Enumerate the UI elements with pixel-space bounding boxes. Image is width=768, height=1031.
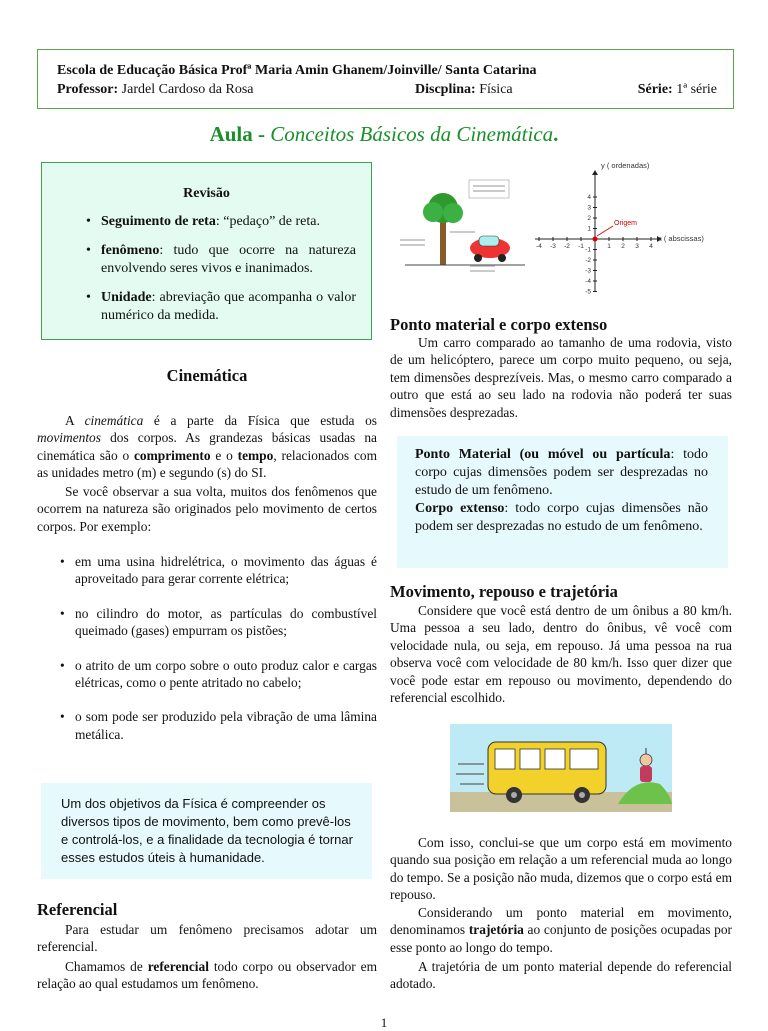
section-heading-referencial: Referencial [37,900,118,919]
referencial-paragraph-1: Para estudar um fenômeno precisamos adotar um referencial. [37,922,377,955]
text-run: Considerando um ponto material em movimento, denominamos [390,905,732,938]
review-term: Unidade [101,289,152,305]
title-main: Conceitos Básicos da Cinemática [270,122,554,146]
text-run: comprimento [133,447,211,463]
review-text: : abreviação que acompanha o valor numérico da medida. [101,289,356,323]
review-text: : “pedaço” de reta. [215,214,320,229]
example-list [60,553,377,760]
list-item [86,289,356,326]
x-tick-label: -1 [578,243,584,250]
list-item: • o atrito de um corpo sobre o outo produz calor e cargas elétricas, como o pente atritado no cabelo; [60,657,377,692]
page-number: 1 [380,1015,388,1030]
text-run: trajetória [468,922,524,938]
y-axis-label: y ( ordenadas) [601,161,650,170]
list-item: • no cilindro do motor, as partículas do combustível queimado (gases) empurram os pistões; [60,605,377,640]
review-term: Seguimento de reta [101,214,216,229]
header-box [37,49,734,109]
list-item: • em uma usina hidrelétrica, o movimento das águas é aproveitado para gerar corrente elétrica; [60,553,377,588]
y-tick-label: -1 [585,246,591,254]
y-tick-label: -4 [585,278,591,285]
x-tick-label: 2 [621,243,625,250]
reference-illustration [395,160,735,295]
review-box [41,162,372,340]
text-run: dos corpos. As grandezas básicas usadas na cinemática são o [37,430,377,463]
page-title [0,122,768,146]
text-run: Corpo extenso [415,501,505,516]
y-tick-label: 4 [587,194,591,201]
origin-label: Origem [614,220,637,227]
discipline-label: Discplina: [415,82,476,97]
review-heading: Revisão [183,186,230,201]
review-list [86,213,356,336]
x-tick-label: -4 [536,243,542,250]
text-run: Chamamos de [65,959,148,974]
y-tick-label: -2 [585,257,591,264]
list-item: • o som pode ser produzido pela vibração de uma lâmina metálica. [60,708,377,743]
cinematica-paragraph-1 [37,412,377,482]
discipline [415,81,513,98]
y-tick-label: 3 [587,204,591,212]
bus-illustration [450,724,672,812]
text-run: Ponto Material (ou móvel ou partícula [415,447,671,462]
x-axis-label: x ( abscissas) [658,234,704,243]
text-run: cinemática [84,413,144,428]
review-text: : tudo que ocorre na natureza envolvendo seres vivos e inanimados. [101,242,356,276]
list-item [86,213,356,232]
title-prefix: Aula - [209,122,271,146]
x-tick-label: -2 [564,243,570,250]
grade-value: 1ª série [676,82,717,97]
text-run: ao conjunto de posições ocupadas por esse ponto ao longo do tempo. [390,922,733,955]
professor-name: Jardel Cardoso da Rosa [121,82,254,97]
section-heading-cinematica: Cinemática [166,366,248,385]
discipline-name: Física [479,82,513,97]
text-run: : todo corpo cujas dimensões podem ser desprezadas no estudo de um fenômeno. [415,447,708,498]
text-run: referencial [147,959,209,974]
title-suffix: . [553,122,559,146]
movimento-paragraph-3 [390,904,732,956]
text-run: tempo [237,447,274,463]
y-tick-label: 1 [587,225,591,233]
corpo-extenso-definition [415,500,708,536]
review-term: fenômeno [101,242,160,258]
x-tick-label: 4 [649,243,653,250]
movimento-paragraph-1: Considere que você está dentro de um ônibus a 80 km/h. Uma pessoa a seu lado, dentro do ônibus, vê você com velocidade nula, ou seja, em repouso. Já uma pessoa na rua observa você com velocidade de 80 km/h. Isso quer dizer que você pode estar em repouso ou movimento, dependendo do referencial escolhido. [390,603,732,706]
grade-label: Série: [637,82,673,97]
x-tick-label: 3 [635,243,639,250]
header-info-row [57,81,717,98]
text-run: e o [210,447,238,463]
grade [638,81,717,98]
reference-figure [395,160,735,295]
text-run: , relacionados com as unidades metro (m) e segundo (s) do SI. [37,447,378,481]
section-heading-ponto: Ponto material e corpo extenso [390,315,608,334]
x-tick-label: -3 [550,243,556,250]
ponto-material-definition [415,446,708,500]
text-run: é a parte da Física que estuda os [143,413,377,428]
section-heading-movimento: Movimento, repouso e trajetória [390,582,618,601]
text-run: : todo corpo cujas dimensões não podem ser desprezadas no estudo de um fenômeno. [415,501,708,534]
text-run: movimentos [37,430,101,446]
definition-box [397,436,728,568]
movimento-paragraph-4: A trajetória de um ponto material depende do referencial adotado. [390,959,732,992]
referencial-paragraph-2 [37,958,377,993]
y-tick-label: 2 [587,215,591,222]
y-tick-label: -5 [585,288,591,295]
text-run: todo corpo ou observador em relação ao qual estudamos um fenômeno. [37,959,377,992]
x-tick-label: 1 [607,243,611,250]
movimento-paragraph-2: Com isso, conclui-se que um corpo está em movimento quando sua posição em relação a um referencial muda ao longo do tempo. Se a posição não muda, dizemos que o corpo está em repouso. [390,835,732,903]
professor-label: Professor: [57,82,119,97]
y-tick-label: -3 [585,267,591,275]
school-name: Escola de Educação Básica Profª Maria Amin Ghanem/Joinville/ Santa Catarina [57,63,537,78]
ponto-paragraph: Um carro comparado ao tamanho de uma rodovia, visto de um helicóptero, parece um corpo muito pequeno, ou seja, tem dimensões desprezíveis. Mas, o mesmo carro comparado a outro que está ao seu lado na rodovia não poderá ter suas dimensões desprezadas. [390,335,732,420]
list-item [86,242,356,279]
bus-figure [450,724,672,812]
objective-box: Um dos objetivos da Física é compreender os diversos tipos de movimento, bem como prevê-los e controlá-los, e a finalidade da tecnologia é tornar esses estudos úteis à humanidade. [41,783,372,879]
cinematica-paragraph-2: Se você observar a sua volta, muitos dos fenômenos que ocorrem na natureza são originados pelo movimento de certos corpos. Por exemplo: [37,484,377,534]
text-run: A [65,413,85,428]
